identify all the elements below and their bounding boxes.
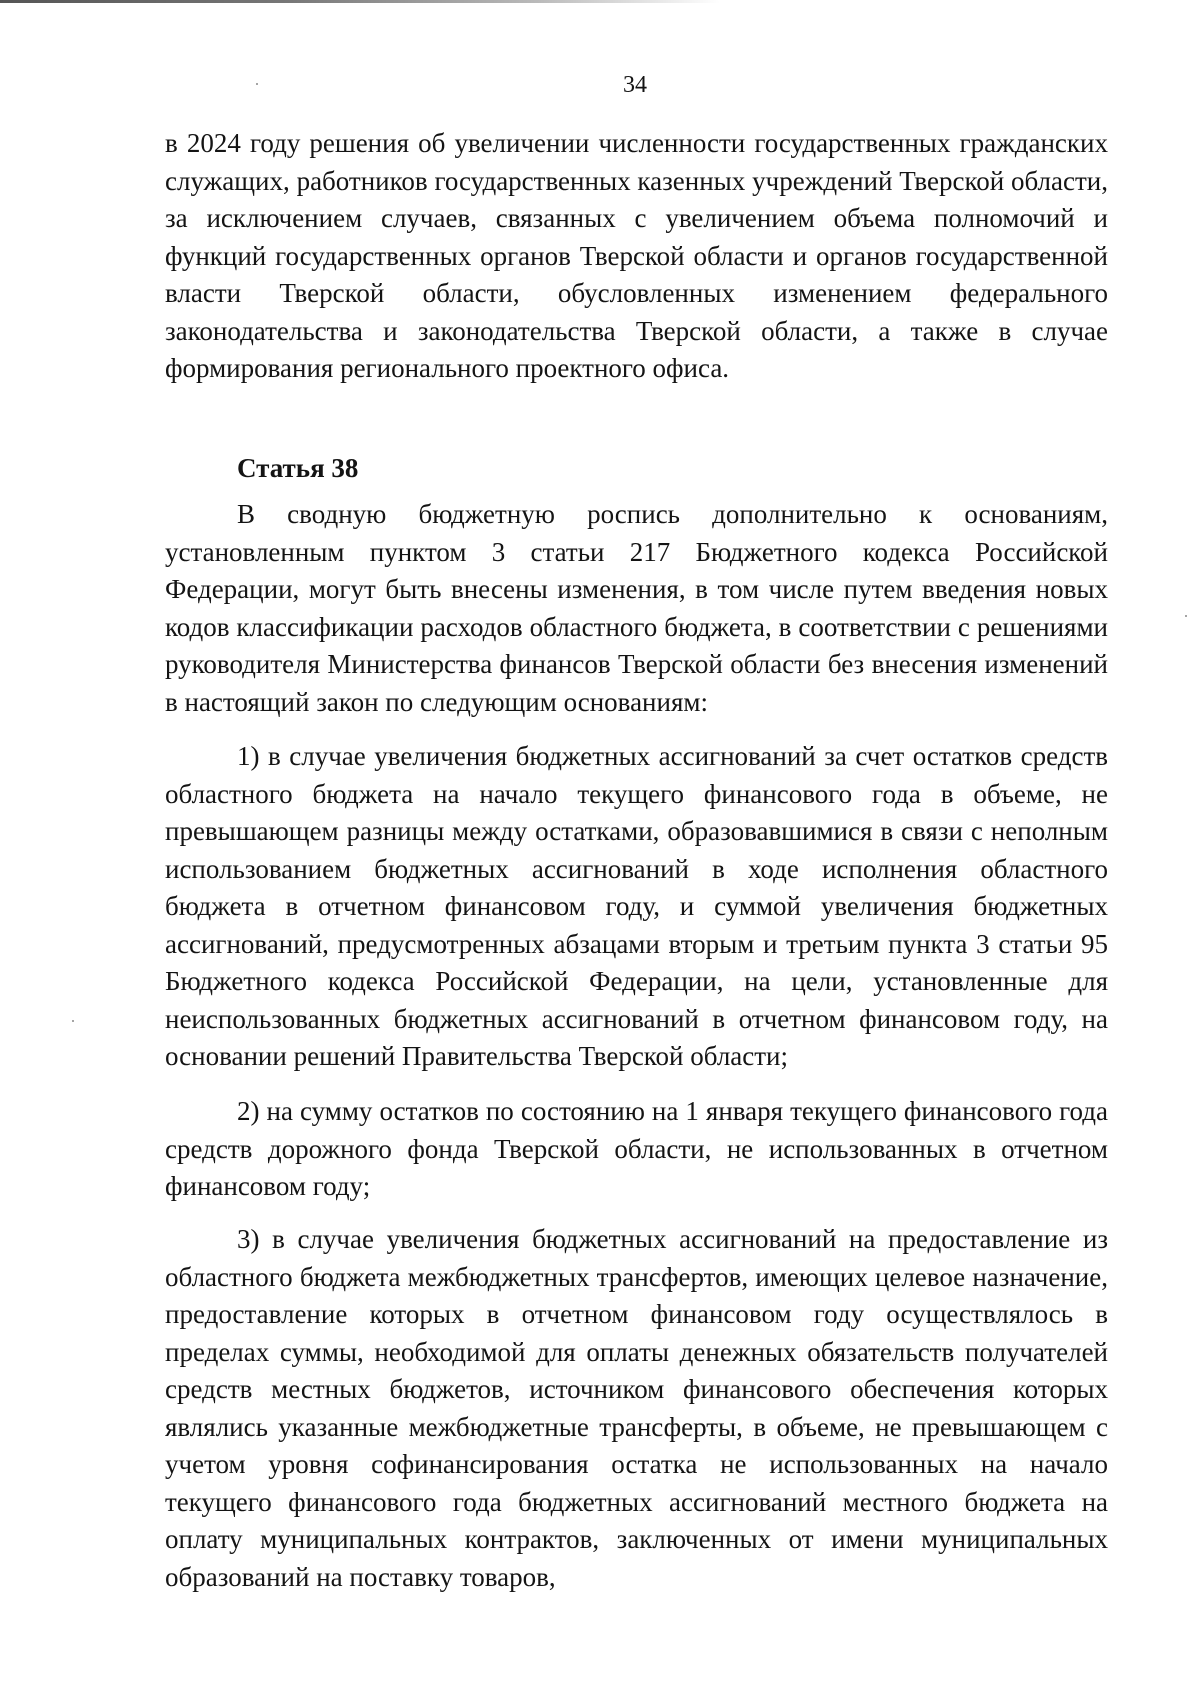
list-item: 3) в случае увеличения бюджетных ассигнований на предоставление из областного бюджета межбюджетных трансфертов, имеющих целевое назначение, предоставление которых в отчетном финансовом году осуществлялось в пределах суммы, необходимой для оплаты денежных обязательств получателей средств местных бюджетов, источником финансового обеспечения которых являлись указанные межбюджетные трансферты, в объеме, не превышающем с учетом уровня софинансирования остатка не использованных на начало текущего финансового года бюджетных ассигнований местного бюджета на оплату муниципальных контрактов, заключенных от имени муниципальных образований на поставку товаров,	[165, 1224, 1108, 1592]
scan-speck	[1185, 615, 1187, 617]
article-lead-paragraph: В сводную бюджетную роспись дополнительно к основаниям, установленным пунктом 3 статьи 217 Бюджетного кодекса Российской Федерации, могут быть внесены изменения, в том числе путем введения новых кодов классификации расходов областного бюджета, в соответствии с решениями руководителя Министерства финансов Тверской области без внесения изменений в настоящий закон по следующим основаниям:	[165, 499, 1108, 717]
scan-top-edge	[0, 0, 720, 3]
scan-speck	[72, 1020, 74, 1022]
page-number: 34	[623, 72, 647, 98]
list-item: 2) на сумму остатков по состоянию на 1 января текущего финансового года средств дорожного фонда Тверской области, не использованных в отчетном финансовом году;	[165, 1096, 1108, 1201]
list-item: 1) в случае увеличения бюджетных ассигнований за счет остатков средств областного бюджета на начало текущего финансового года в объеме, не превышающем разницы между остатками, образовавшимися в связи с неполным использованием бюджетных ассигнований в ходе исполнения областного бюджета в отчетном финансовом году, и суммой увеличения бюджетных ассигнований, предусмотренных абзацами вторым и третьим пункта 3 статьи 95 Бюджетного кодекса Российской Федерации, на цели, установленные для неиспользованных бюджетных ассигнований в отчетном финансовом году, на основании решений Правительства Тверской области;	[165, 741, 1108, 1071]
article-heading: Статья 38	[237, 453, 359, 483]
intro-paragraph: в 2024 году решения об увеличении численности государственных гражданских служащих, работников государственных казенных учреждений Тверской области, за исключением случаев, связанных с увеличением объема полномочий и функций государственных органов Тверской области и органов государственной власти Тверской области, обусловленных изменением федерального законодательства и законодательства Тверской области, а также в случае формирования регионального проектного офиса.	[165, 128, 1108, 383]
scan-speck	[256, 83, 258, 85]
